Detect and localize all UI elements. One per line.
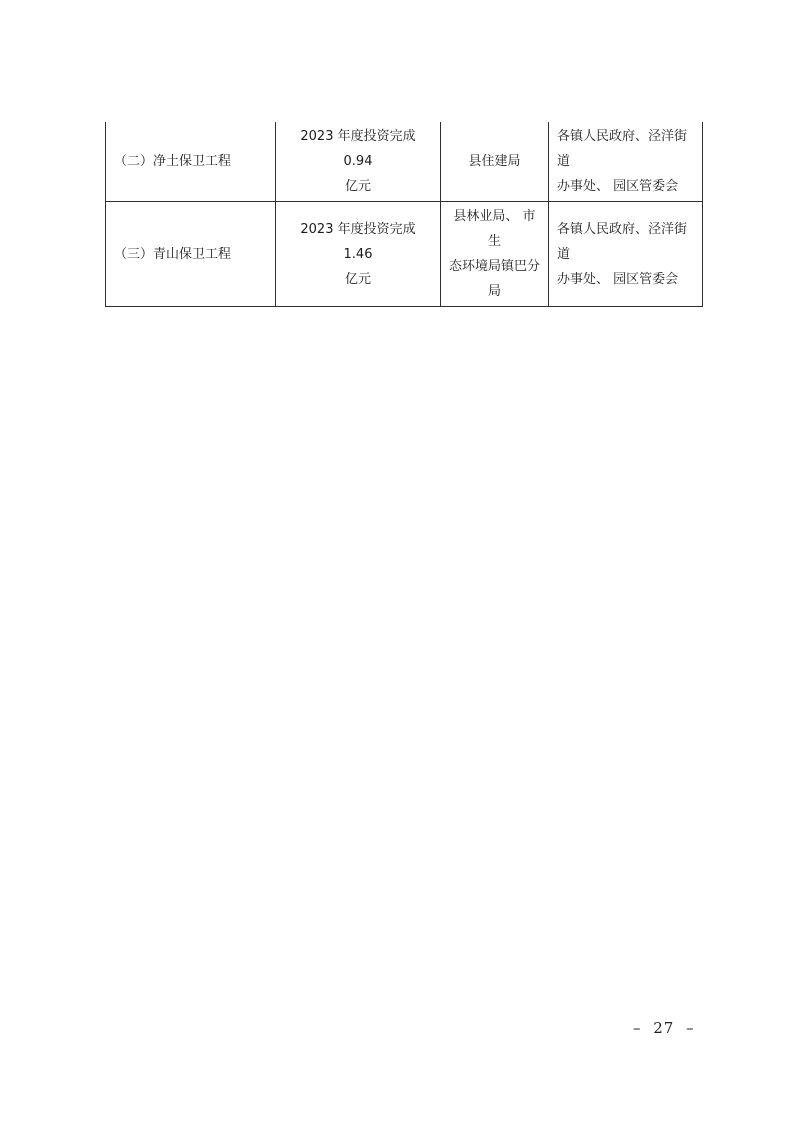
investment-line: 2023 年度投资完成 1.46 — [300, 221, 416, 262]
responsible-line: 办事处、 园区管委会 — [557, 271, 679, 287]
responsible-line: 各镇人民政府、泾洋街道 — [557, 221, 688, 262]
responsible-units-cell — [549, 122, 703, 202]
page-number: – 27 – — [633, 1019, 695, 1037]
lead-unit-cell — [441, 122, 549, 202]
project-name: （二）净土保卫工程 — [114, 154, 232, 169]
investment-cell — [276, 202, 441, 307]
project-name: （三）青山保卫工程 — [114, 246, 232, 262]
responsible-line: 办事处、 园区管委会 — [557, 179, 679, 194]
lead-unit-line: 局 — [487, 284, 501, 299]
table-row — [106, 122, 703, 202]
investment-line: 2023 年度投资完成 0.94 — [300, 129, 416, 169]
table-row — [106, 202, 703, 307]
lead-unit-cell — [441, 202, 549, 307]
lead-unit-line: 县林业局、 市生 — [453, 209, 536, 249]
investment-line: 亿元 — [344, 179, 371, 194]
lead-unit-line: 县住建局 — [468, 154, 521, 169]
lead-unit-line: 态环境局镇巴分 — [449, 259, 541, 274]
responsible-line: 各镇人民政府、泾洋街道 — [557, 129, 688, 169]
investment-line: 亿元 — [344, 271, 371, 287]
responsible-units-cell — [549, 202, 703, 307]
project-name-cell — [106, 202, 276, 307]
project-name-cell — [106, 122, 276, 202]
project-investment-table — [105, 122, 703, 307]
investment-cell — [276, 122, 441, 202]
